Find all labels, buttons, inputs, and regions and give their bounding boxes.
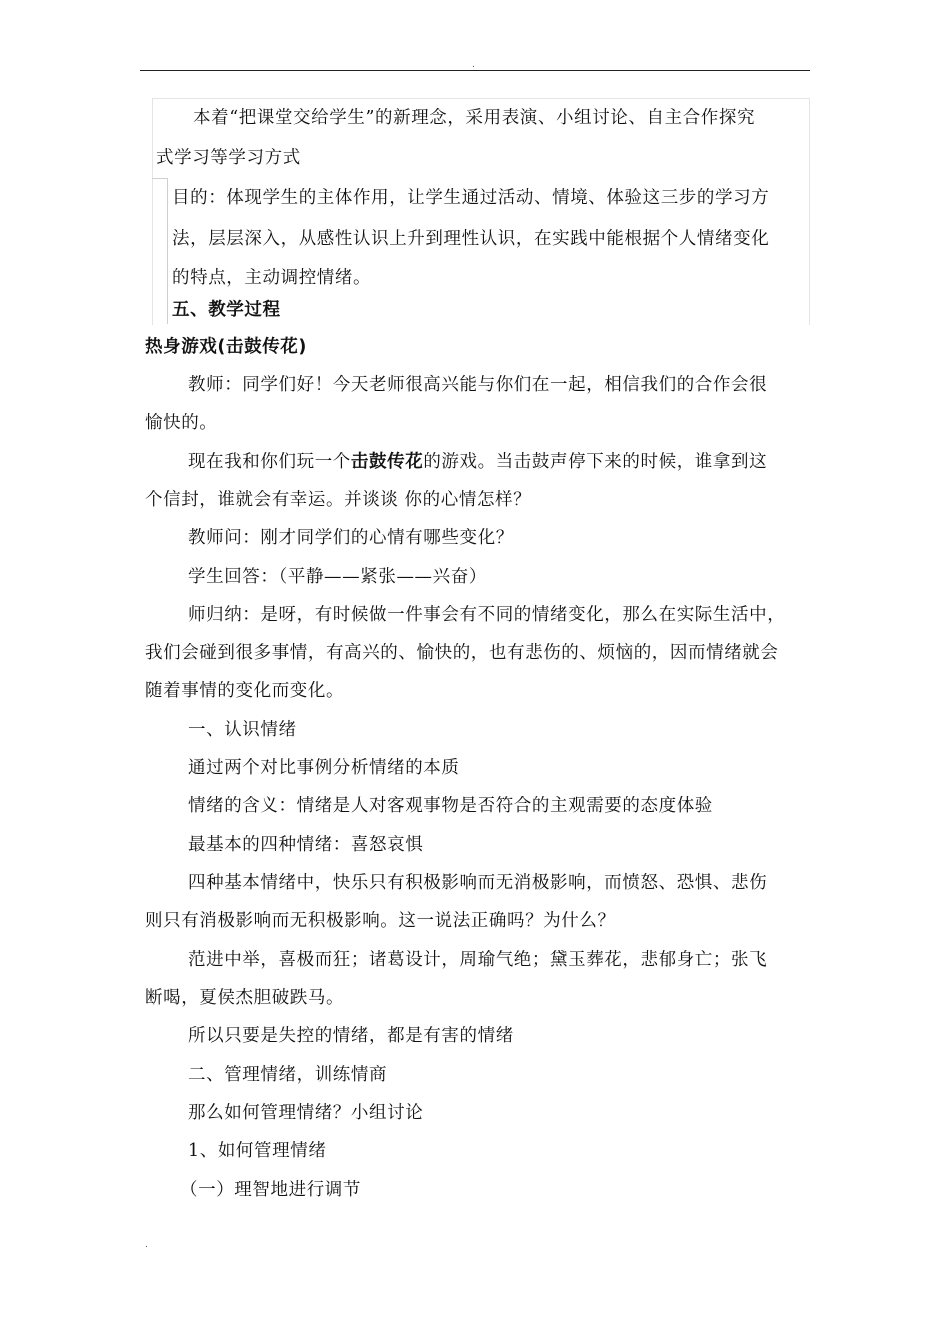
- game-intro-post: 的游戏。当击鼓声停下来的时候，谁拿到这: [423, 452, 768, 472]
- teacher-greeting-1: 教师：同学们好！今天老师很高兴能与你们在一起，相信我们的合作会很: [188, 375, 768, 395]
- text-box-inner-vline: [167, 178, 168, 324]
- purpose-line-3: 的特点，主动调控情绪。: [172, 268, 372, 288]
- analyze-line: 通过两个对比事例分析情绪的本质: [188, 758, 460, 778]
- student-answer: 学生回答：（平静——紧张——兴奋）: [188, 567, 487, 587]
- summary-line-1: 师归纳：是呀，有时候做一件事会有不同的情绪变化，那么在实际生活中，: [188, 605, 786, 625]
- header-rule: [140, 70, 810, 71]
- game-intro-pre: 现在我和你们玩一个: [188, 452, 351, 472]
- game-name-bold: 击鼓传花: [350, 452, 424, 472]
- purpose-line-2: 法，层层深入，从感性认识上升到理性认识，在实践中能根据个人情绪变化: [172, 229, 770, 249]
- question-line-2: 则只有消极影响而无积极影响。这一说法正确吗？为什么？: [145, 911, 616, 931]
- definition-line: 情绪的含义：情绪是人对客观事物是否符合的主观需要的态度体验: [188, 796, 713, 816]
- summary-line-2: 我们会碰到很多事情，有高兴的、愉快的，也有悲伤的、烦恼的，因而情绪就会: [145, 643, 779, 663]
- summary-line-3: 随着事情的变化而变化。: [145, 681, 345, 701]
- header-mark: .: [472, 60, 475, 70]
- teacher-question: 教师问：刚才同学们的心情有哪些变化？: [188, 528, 514, 548]
- teacher-greeting-2: 愉快的。: [145, 413, 218, 433]
- intro-line-2: 式学习等学习方式: [156, 148, 301, 168]
- game-intro-2: 个信封，谁就会有幸运。并谈谈 你的心情怎样？: [145, 490, 532, 510]
- purpose-line-1: 目的：体现学生的主体作用，让学生通过活动、情境、体验这三步的学习方: [172, 188, 770, 208]
- examples-line-1: 范进中举，喜极而狂；诸葛设计，周瑜气绝；黛玉葬花，悲郁身亡；张飞: [188, 950, 768, 970]
- how-to-manage-line: 那么如何管理情绪？小组讨论: [188, 1103, 424, 1123]
- warmup-heading: 热身游戏(击鼓传花): [145, 337, 307, 357]
- footer-mark: .: [145, 1240, 148, 1250]
- item-one-heading: 1、如何管理情绪: [188, 1141, 327, 1161]
- conclusion-line: 所以只要是失控的情绪，都是有害的情绪: [188, 1026, 514, 1046]
- intro-line-1: 本着“把课堂交给学生”的新理念，采用表演、小组讨论、自主合作探究: [193, 108, 756, 128]
- question-line-1: 四种基本情绪中，快乐只有积极影响而无消极影响，而愤怒、恐惧、悲伤: [188, 873, 768, 893]
- game-intro-1: [188, 450, 767, 474]
- examples-line-2: 断喝，夏侯杰胆破跌马。: [145, 988, 345, 1008]
- four-basic-emotions: 最基本的四种情绪：喜怒哀惧: [188, 835, 424, 855]
- text-box-inner-rule: [152, 178, 168, 179]
- text-box-frame: [152, 98, 810, 325]
- section-heading-teaching-process: 五、教学过程: [172, 300, 281, 320]
- part-one-heading: 一、认识情绪: [188, 720, 297, 740]
- sub-item-one: （一）理智地进行调节: [180, 1180, 361, 1200]
- part-two-heading: 二、管理情绪，训练情商: [188, 1065, 388, 1085]
